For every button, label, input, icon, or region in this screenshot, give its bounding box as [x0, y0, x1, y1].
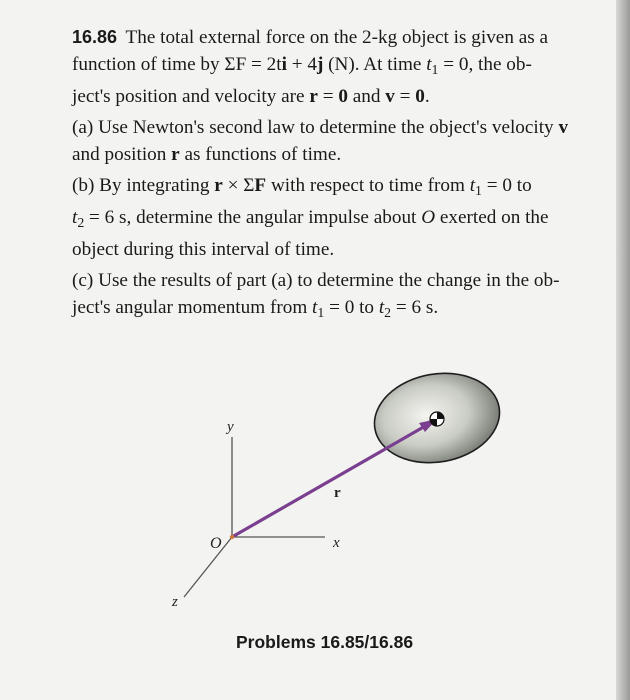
z-axis	[184, 537, 232, 597]
origin-label: O	[210, 535, 222, 552]
part-b-line-3: object during this interval of time.	[72, 239, 335, 261]
zero-vector-1: 0	[338, 86, 348, 108]
y-axis-label: y	[227, 419, 234, 435]
center-of-mass-icon	[430, 412, 444, 426]
var-t: t	[312, 297, 318, 319]
sub-2: 2	[77, 215, 85, 231]
intro-line-2b: + 4	[286, 54, 317, 75]
var-t: t	[378, 297, 385, 319]
var-v: v	[385, 86, 395, 108]
intro-line-2d: = 0, the ob-	[438, 54, 532, 75]
zero-vector-2: 0	[415, 86, 425, 108]
part-c-line-2c: = 6 s.	[391, 297, 439, 319]
part-b-line-1a: (b) By integrating	[72, 175, 215, 197]
var-t: t	[426, 54, 432, 75]
part-a-line-2b: as functions of time.	[179, 144, 342, 166]
part-b-line-1b: × Σ	[222, 175, 255, 197]
intro-line-3d: =	[394, 86, 416, 108]
part-b-line-1c: with respect to time from	[266, 175, 470, 197]
figure-caption: Problems 16.85/16.86	[236, 632, 414, 652]
sub-1: 1	[475, 183, 482, 199]
var-t: t	[469, 175, 476, 197]
intro-line-1: The total external force on the 2-kg object is given as a	[125, 27, 548, 48]
part-a-line-1: (a) Use Newton's second law to determine the object's velocity	[72, 117, 559, 139]
unit-j: j	[316, 54, 324, 75]
var-F: F	[254, 175, 267, 197]
position-vector-r	[232, 425, 427, 537]
var-r: r	[214, 175, 223, 197]
var-r: r	[309, 86, 318, 108]
sub-2: 2	[384, 305, 392, 321]
part-b-line-2b: exerted on the	[435, 207, 549, 229]
part-b-line-2a: = 6 s, determine the angular impulse about	[84, 207, 422, 229]
unit-i: i	[281, 54, 287, 75]
var-v: v	[558, 117, 569, 139]
part-c-line-2b: = 0 to	[324, 297, 379, 319]
part-c-line-2a: ject's angular momentum from	[72, 297, 313, 319]
intro-line-3a: ject's position and velocity are	[72, 86, 310, 108]
intro-line-3b: =	[317, 86, 339, 108]
part-a-line-2a: and position	[72, 144, 172, 166]
x-axis-label: x	[333, 535, 340, 551]
r-vector-label: r	[334, 485, 341, 501]
var-t: t	[72, 207, 78, 229]
problem-number: 16.86	[72, 27, 118, 47]
var-O: O	[421, 207, 436, 229]
z-axis-label: z	[172, 594, 178, 610]
sub-1: 1	[317, 305, 325, 321]
part-c-line-1: (c) Use the results of part (a) to determine the change in the ob-	[72, 270, 560, 292]
intro-line-2c: (N). At time	[323, 54, 427, 75]
var-r: r	[171, 144, 180, 166]
intro-line-3e: .	[424, 86, 430, 108]
intro-line-2a: function of time by ΣF = 2t	[72, 54, 282, 75]
part-b-line-1d: = 0 to	[481, 175, 532, 197]
sub-1: 1	[431, 62, 439, 78]
origin-dot	[230, 535, 234, 539]
intro-line-3c: and	[347, 86, 386, 108]
